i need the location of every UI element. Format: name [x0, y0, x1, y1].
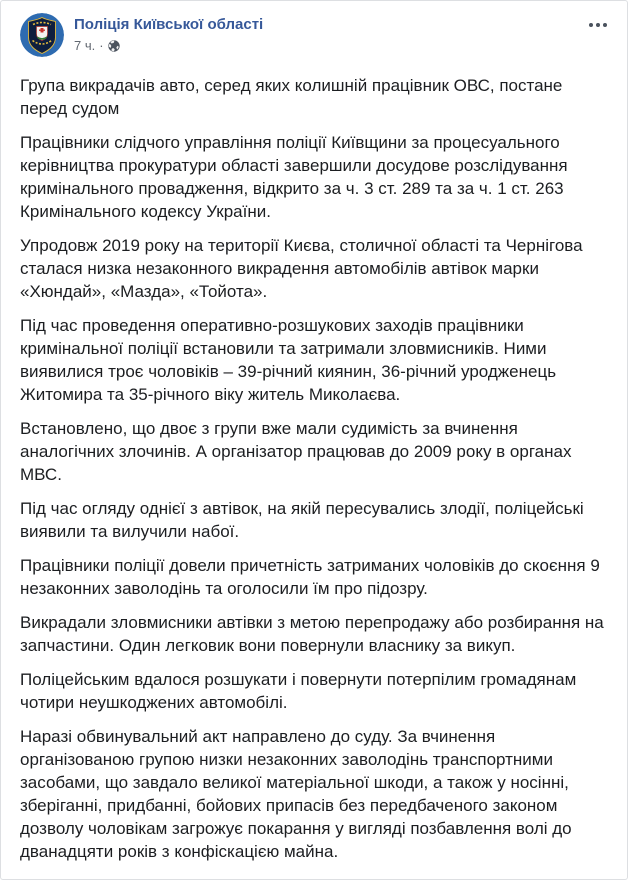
- police-emblem-icon: [20, 13, 64, 57]
- post-paragraph: Упродовж 2019 року на території Києва, столичної області та Чернігова сталася низка незаконного викрадення автомобілів автівок марки «Хюндай», «Мазда», «Тойота».: [20, 236, 583, 301]
- post-paragraph: Наразі обвинувальний акт направлено до суду. За вчинення організованою групою низки незаконних заволодінь транспортними засобами, що завдало великої матеріальної шкоди, а також у носінні, зберіганні, придбанні, бойових припасів без передбаченого законом дозволу чоловікам загрожує покарання у вигляді позбавлення волі до дванадцяти років з конфіскацією майна.: [20, 727, 572, 861]
- more-dot: [596, 23, 600, 27]
- timestamp[interactable]: 7 ч.: [74, 38, 96, 53]
- post-paragraph: Встановлено, що двоє з групи вже мали судимість за вчинення аналогічних злочинів. А організатор працював до 2009 року в органах МВС.: [20, 419, 572, 484]
- meta-separator: ·: [99, 38, 104, 53]
- post-paragraph: Працівники слідчого управління поліції Київщини за процесуального керівництва прокуратури області завершили досудове розслідування кримінального провадження, відкрито за ч. 3 ст. 289 та за ч. 1 ст. 263 Кримінального кодексу України.: [20, 133, 568, 221]
- post-paragraph: Під час огляду однієї з автівок, на якій пересувались злодії, поліцейські виявили та вилучили набої.: [20, 499, 584, 541]
- post-text: [1, 57, 627, 879]
- page-name-link[interactable]: Поліція Київської області: [74, 16, 264, 33]
- post-meta-line: [74, 38, 263, 54]
- post-paragraph: Під час проведення оперативно-розшукових заходів працівники кримінальної поліції встановили та затримали зловмисників. Ними виявилися троє чоловіків – 39-річний киянин, 36-річний уродженець Житомира та 35-річного віку житель Миколаєва.: [20, 316, 557, 404]
- post-paragraph: Поліцейським вдалося розшукати і повернути потерпілим громадянам чотири неушкоджених автомобілі.: [20, 670, 577, 712]
- post-header: [1, 1, 627, 57]
- page-avatar[interactable]: [20, 13, 64, 57]
- more-dot: [589, 23, 593, 27]
- post-paragraph: Група викрадачів авто, серед яких колишній працівник ОВС, постане перед судом: [20, 76, 563, 118]
- globe-privacy-icon: [108, 40, 120, 52]
- more-dot: [603, 23, 607, 27]
- post-paragraph: Викрадали зловмисники автівки з метою перепродажу або розбирання на запчастини. Один легковик вони повернули власнику за викуп.: [20, 613, 604, 655]
- post-paragraph: Працівники поліції довели причетність затриманих чоловіків до скоєння 9 незаконних заволодінь та оголосили їм про підозру.: [20, 556, 600, 598]
- header-meta: [74, 13, 263, 54]
- more-options-button[interactable]: [585, 17, 611, 33]
